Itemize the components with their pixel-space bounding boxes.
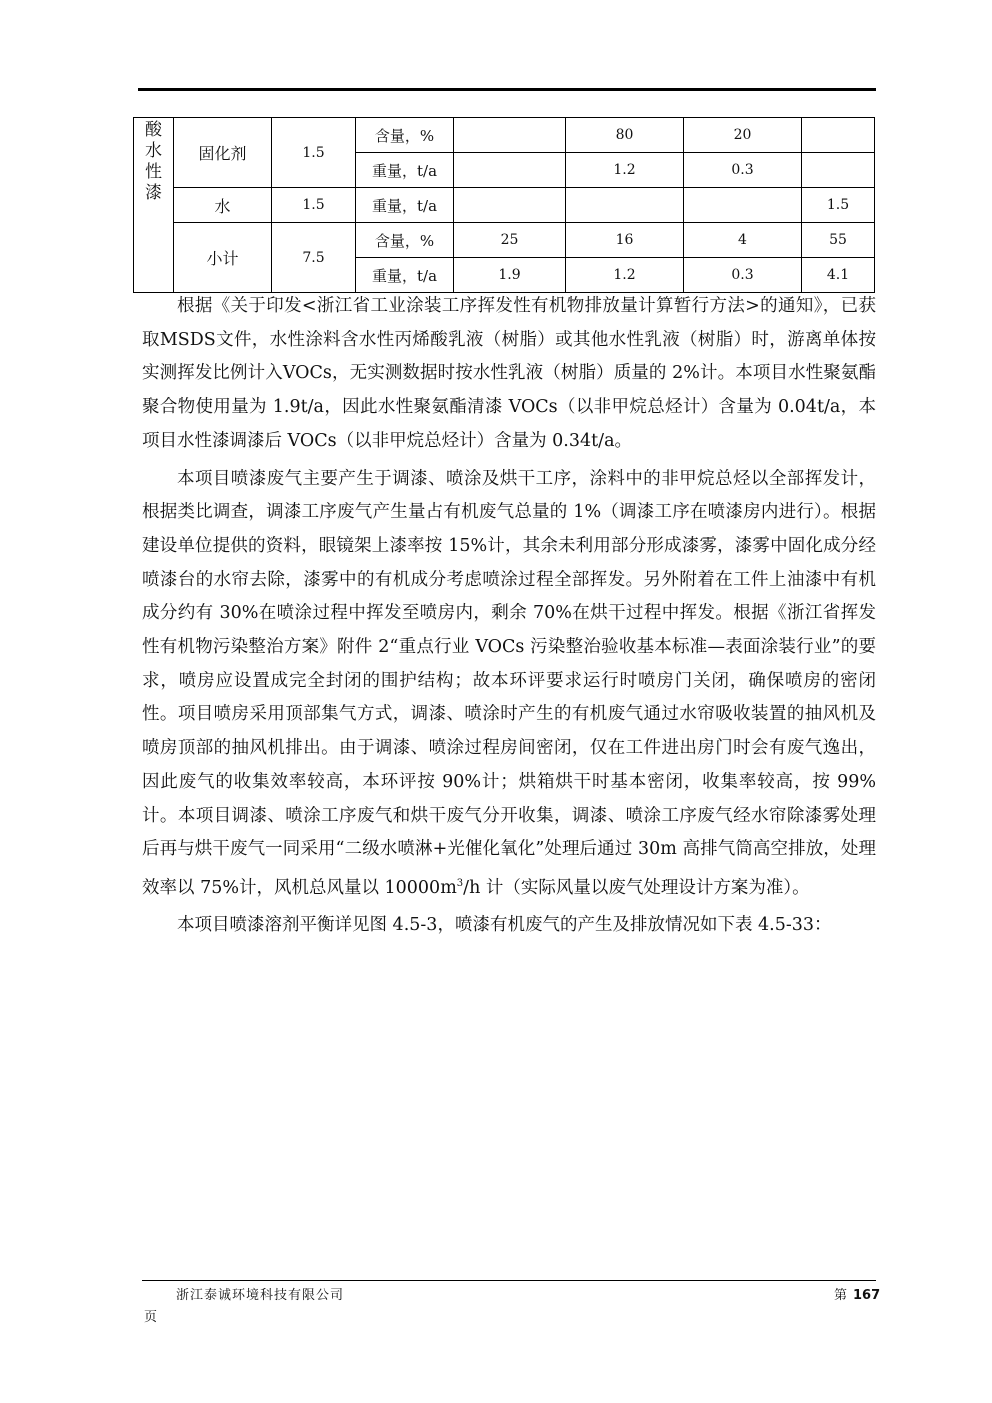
measure-label: 重量，t/a	[356, 153, 454, 188]
footer-page-number: 第 167	[834, 1288, 881, 1303]
value-cell: 1.2	[566, 258, 684, 293]
table-row	[134, 188, 875, 223]
value-cell	[454, 153, 566, 188]
paragraph-solvent-balance: 本项目喷漆溶剂平衡详见图 4.5-3，喷漆有机废气的产生及排放情况如下表 4.5-33：	[177, 915, 832, 936]
measure-label: 含量，%	[356, 223, 454, 258]
table-row	[134, 223, 875, 258]
header-rule	[138, 88, 876, 91]
component-amount: 1.5	[272, 188, 356, 223]
body-text	[142, 290, 876, 943]
value-cell: 4.1	[802, 258, 875, 293]
component-name: 水	[174, 188, 272, 223]
table-row	[134, 118, 875, 153]
footer-rule	[142, 1280, 876, 1281]
value-cell: 1.2	[566, 153, 684, 188]
value-cell: 4	[684, 223, 802, 258]
paragraph-spray-exhaust: 本项目喷漆废气主要产生于调漆、喷涂及烘干工序，涂料中的非甲烷总烃以全部挥发计，根据类比调查，调漆工序废气产生量占有机废气总量的 1%（调漆工序在喷漆房内进行）。根据建设单位提供的资料，眼镜架上漆率按 15%计，其余未利用部分形成漆雾，漆雾中固化成分经喷漆台的水帘去除，漆雾中的有机成分考虑喷涂过程全部挥发。另外附着在工件上油漆中有机成分约有 30%在喷涂过程中挥发至喷房内，剩余 70%在烘干过程中挥发。根据《浙江省挥发性有机物污染整治方案》附件 2“重点行业 VOCs 污染整治验收基本标准—表面涂装行业”的要求，喷房应设置成完全封闭的围护结构；故本环评要求运行时喷房门关闭，确保喷房的密闭性。项目喷房采用顶部集气方式，调漆、喷涂时产生的有机废气通过水帘吸收装置的抽风机及喷房顶部的抽风机排出。由于调漆、喷涂过程房间密闭，仅在工件进出房门时会有废气逸出，因此废气的收集效率较高，本环评按 90%计；烘箱烘干时基本密闭，收集率较高，按 99%计。本项目调漆、喷涂工序废气和烘干废气分开收集，调漆、喷涂工序废气经水帘除漆雾处理后再与烘干废气一同采用“二级水喷淋+光催化氧化”处理后通过 30m 高排气筒高空排放，处理效率以 75%计，风机总风量以 $10000m^3/h$ 计（实际风量以废气处理设计方案为准）。	[142, 468, 876, 898]
value-cell: 25	[454, 223, 566, 258]
component-amount: 1.5	[272, 118, 356, 188]
value-cell: 16	[566, 223, 684, 258]
value-cell: 0.3	[684, 153, 802, 188]
value-cell	[566, 188, 684, 223]
value-cell: 0.3	[684, 258, 802, 293]
measure-label: 含量，%	[356, 118, 454, 153]
component-name: 固化剂	[174, 118, 272, 188]
category-cell: 酸 水 性 漆	[134, 118, 174, 293]
value-cell: 80	[566, 118, 684, 153]
component-name: 小计	[174, 223, 272, 293]
value-cell	[802, 153, 875, 188]
measure-label: 重量，t/a	[356, 188, 454, 223]
value-cell	[454, 188, 566, 223]
value-cell	[454, 118, 566, 153]
footer-company: 浙江泰诚环境科技有限公司	[176, 1288, 345, 1303]
value-cell	[684, 188, 802, 223]
paragraph-voc-calculation: 根据《关于印发<浙江省工业涂装工序挥发性有机物排放量计算暂行方法>的通知》，已获取MSDS文件，水性涂料含水性丙烯酸乳液（树脂）或其他水性乳液（树脂）时，游离单体按实测挥发比例计入VOCs，无实测数据时按水性乳液（树脂）质量的 2%计。本项目水性聚氨酯聚合物使用量为 1.9t/a，因此水性聚氨酯清漆 VOCs（以非甲烷总烃计）含量为 0.04t/a，本项目水性漆调漆后 VOCs（以非甲烷总烃计）含量为 0.34t/a。	[142, 296, 876, 451]
measure-label: 重量，t/a	[356, 258, 454, 293]
value-cell: 20	[684, 118, 802, 153]
value-cell: 1.9	[454, 258, 566, 293]
value-cell: 1.5	[802, 188, 875, 223]
value-cell	[802, 118, 875, 153]
footer-page-suffix: 页	[144, 1310, 158, 1325]
value-cell: 55	[802, 223, 875, 258]
component-amount: 7.5	[272, 223, 356, 293]
composition-table	[133, 117, 875, 293]
